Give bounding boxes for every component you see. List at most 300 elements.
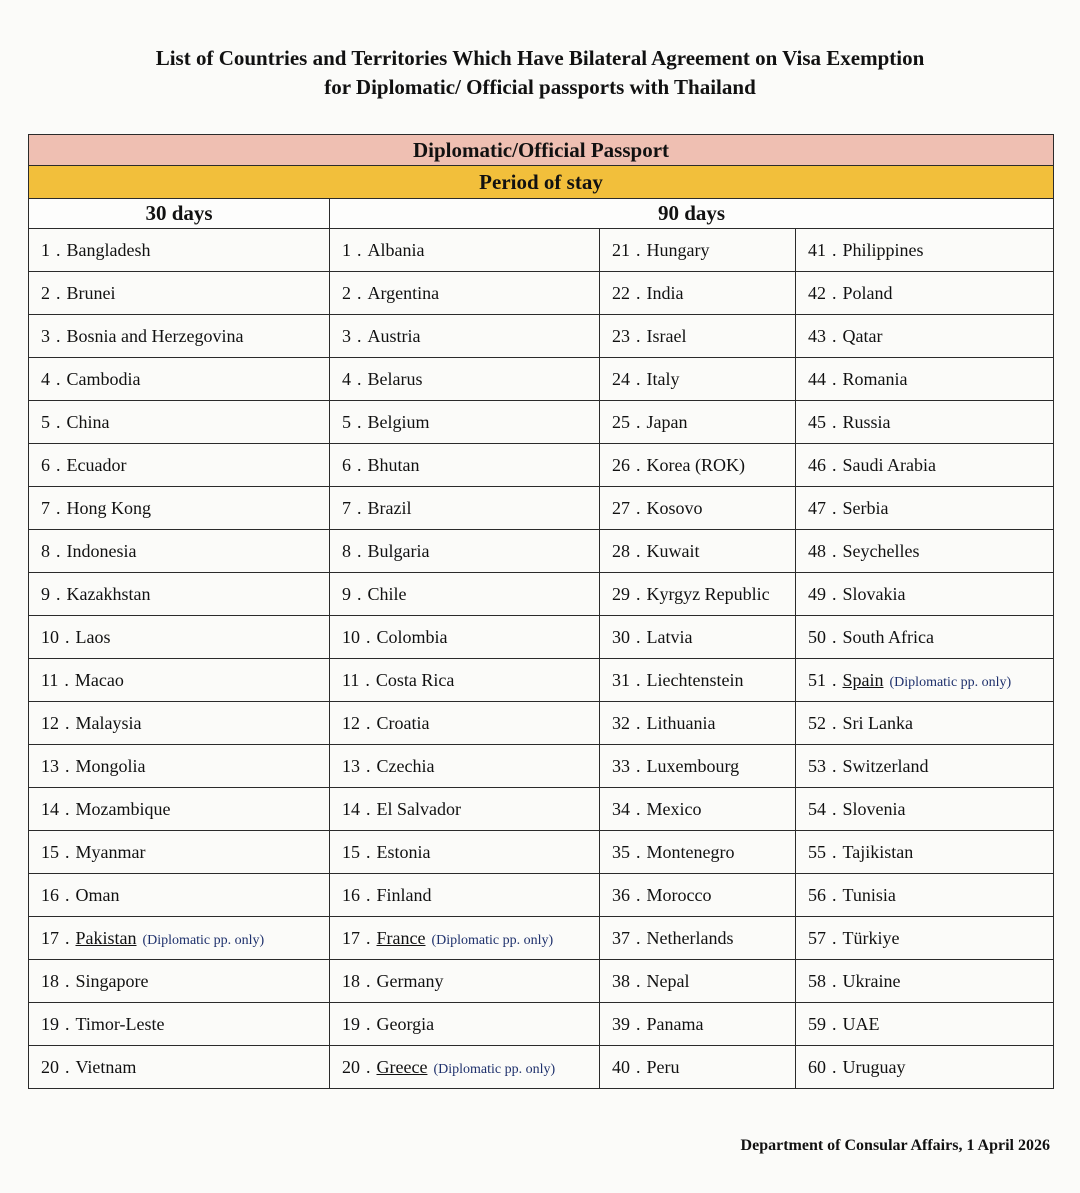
entry-number: 34: [612, 798, 630, 819]
number-separator: .: [832, 1056, 837, 1077]
country-name: Brazil: [367, 497, 412, 518]
country-name: Tunisia: [842, 884, 896, 905]
entry-number: 16: [41, 884, 59, 905]
country-name: Austria: [367, 325, 421, 346]
country-cell: [796, 1003, 1054, 1046]
number-separator: .: [357, 325, 362, 346]
number-separator: .: [65, 884, 70, 905]
country-cell: [600, 745, 796, 788]
number-separator: .: [636, 927, 641, 948]
country-name: Tajikistan: [842, 841, 914, 862]
visa-exemption-table: [28, 134, 1054, 1089]
number-separator: .: [636, 497, 641, 518]
entry-number: 15: [342, 841, 360, 862]
country-name: Macao: [74, 669, 124, 690]
entry-number: 2: [342, 282, 351, 303]
number-separator: .: [832, 1013, 837, 1034]
entry-number: 46: [808, 454, 826, 475]
country-cell: [29, 702, 330, 745]
country-name: Bulgaria: [367, 540, 430, 561]
country-cell: [600, 358, 796, 401]
country-cell: [796, 788, 1054, 831]
number-separator: .: [832, 712, 837, 733]
country-cell: [796, 315, 1054, 358]
country-cell: [330, 917, 600, 960]
number-separator: .: [636, 970, 641, 991]
country-name: Belarus: [367, 368, 423, 389]
country-name: Pakistan: [75, 927, 137, 948]
country-name: Romania: [842, 368, 908, 389]
entry-number: 59: [808, 1013, 826, 1034]
number-separator: .: [832, 884, 837, 905]
country-cell: [796, 917, 1054, 960]
country-name: Bangladesh: [66, 239, 151, 260]
number-separator: .: [636, 712, 641, 733]
table-row: [29, 831, 1054, 874]
number-separator: .: [357, 540, 362, 561]
entry-number: 35: [612, 841, 630, 862]
number-separator: .: [366, 712, 371, 733]
entry-number: 7: [342, 497, 351, 518]
entry-number: 9: [41, 583, 50, 604]
entry-number: 26: [612, 454, 630, 475]
country-cell: [600, 272, 796, 315]
country-cell: [600, 616, 796, 659]
entry-number: 28: [612, 540, 630, 561]
thirty-days-header: 30 days: [29, 199, 330, 229]
table-body: [29, 229, 1054, 1089]
country-name: Spain: [842, 669, 884, 690]
country-cell: [796, 659, 1054, 702]
number-separator: .: [636, 540, 641, 561]
entry-number: 55: [808, 841, 826, 862]
number-separator: .: [832, 239, 837, 260]
entry-number: 12: [342, 712, 360, 733]
country-cell: [330, 1046, 600, 1089]
country-cell: [796, 229, 1054, 272]
table-row: [29, 487, 1054, 530]
entry-number: 11: [342, 669, 360, 690]
entry-number: 14: [41, 798, 59, 819]
country-cell: [29, 917, 330, 960]
number-separator: .: [832, 755, 837, 776]
entry-number: 14: [342, 798, 360, 819]
entry-number: 48: [808, 540, 826, 561]
number-separator: .: [832, 841, 837, 862]
diplomatic-only-note: (Diplomatic pp. only): [889, 674, 1012, 690]
country-cell: [330, 788, 600, 831]
table-row: [29, 573, 1054, 616]
country-cell: [796, 960, 1054, 1003]
country-cell: [796, 616, 1054, 659]
entry-number: 51: [808, 669, 826, 690]
table-row: [29, 659, 1054, 702]
number-separator: .: [357, 282, 362, 303]
entry-number: 53: [808, 755, 826, 776]
table-row: [29, 530, 1054, 573]
country-name: Israel: [646, 325, 687, 346]
country-cell: [796, 573, 1054, 616]
country-cell: [330, 401, 600, 444]
country-name: Albania: [367, 239, 425, 260]
diplomatic-only-note: (Diplomatic pp. only): [431, 932, 554, 948]
country-cell: [600, 702, 796, 745]
country-name: Bhutan: [367, 454, 420, 475]
country-name: Georgia: [376, 1013, 435, 1034]
number-separator: .: [365, 669, 370, 690]
table-row: [29, 745, 1054, 788]
number-separator: .: [65, 970, 70, 991]
entry-number: 13: [41, 755, 59, 776]
country-name: Italy: [646, 368, 680, 389]
number-separator: .: [832, 798, 837, 819]
table-row: [29, 702, 1054, 745]
country-name: Morocco: [646, 884, 712, 905]
country-name: Sri Lanka: [842, 712, 913, 733]
country-cell: [330, 444, 600, 487]
number-separator: .: [832, 540, 837, 561]
country-name: Vietnam: [75, 1056, 137, 1077]
number-separator: .: [366, 927, 371, 948]
country-cell: [29, 831, 330, 874]
entry-number: 27: [612, 497, 630, 518]
country-cell: [796, 272, 1054, 315]
country-cell: [330, 530, 600, 573]
country-cell: [600, 315, 796, 358]
country-name: Türkiye: [842, 927, 900, 948]
country-name: Saudi Arabia: [842, 454, 936, 475]
number-separator: .: [357, 368, 362, 389]
country-name: Greece: [376, 1056, 428, 1077]
country-cell: [796, 487, 1054, 530]
country-cell: [29, 401, 330, 444]
entry-number: 39: [612, 1013, 630, 1034]
country-name: Latvia: [646, 626, 693, 647]
country-name: Nepal: [646, 970, 690, 991]
number-separator: .: [64, 669, 69, 690]
passport-type-header: Diplomatic/Official Passport: [29, 135, 1054, 166]
country-cell: [600, 917, 796, 960]
entry-number: 1: [342, 239, 351, 260]
country-name: Kosovo: [646, 497, 703, 518]
country-cell: [796, 444, 1054, 487]
country-cell: [600, 444, 796, 487]
number-separator: .: [65, 1056, 70, 1077]
country-cell: [600, 1046, 796, 1089]
entry-number: 52: [808, 712, 826, 733]
country-name: Seychelles: [842, 540, 920, 561]
country-name: El Salvador: [376, 798, 461, 819]
number-separator: .: [65, 798, 70, 819]
entry-number: 23: [612, 325, 630, 346]
number-separator: .: [636, 1013, 641, 1034]
entry-number: 58: [808, 970, 826, 991]
entry-number: 54: [808, 798, 826, 819]
table-row: [29, 229, 1054, 272]
country-cell: [330, 315, 600, 358]
country-cell: [330, 745, 600, 788]
entry-number: 19: [41, 1013, 59, 1034]
country-cell: [600, 1003, 796, 1046]
country-name: Uruguay: [842, 1056, 906, 1077]
country-name: Philippines: [842, 239, 924, 260]
country-name: Czechia: [376, 755, 435, 776]
country-cell: [796, 358, 1054, 401]
entry-number: 43: [808, 325, 826, 346]
number-separator: .: [357, 411, 362, 432]
title-line-1: List of Countries and Territories Which Have Bilateral Agreement on Visa Exemption: [155, 46, 925, 70]
country-name: Argentina: [367, 282, 440, 303]
entry-number: 49: [808, 583, 826, 604]
entry-number: 11: [41, 669, 59, 690]
entry-number: 45: [808, 411, 826, 432]
number-separator: .: [56, 239, 61, 260]
country-cell: [600, 573, 796, 616]
entry-number: 57: [808, 927, 826, 948]
number-separator: .: [56, 583, 61, 604]
number-separator: .: [832, 325, 837, 346]
country-name: Switzerland: [842, 755, 929, 776]
entry-number: 30: [612, 626, 630, 647]
country-name: Brunei: [66, 282, 116, 303]
number-separator: .: [636, 755, 641, 776]
country-name: Netherlands: [646, 927, 734, 948]
country-name: Colombia: [376, 626, 448, 647]
table-row: [29, 272, 1054, 315]
country-cell: [600, 229, 796, 272]
country-cell: [330, 1003, 600, 1046]
country-name: Laos: [75, 626, 111, 647]
entry-number: 22: [612, 282, 630, 303]
number-separator: .: [56, 540, 61, 561]
country-cell: [600, 831, 796, 874]
number-separator: .: [636, 798, 641, 819]
entry-number: 33: [612, 755, 630, 776]
number-separator: .: [56, 497, 61, 518]
country-name: Mongolia: [75, 755, 146, 776]
country-name: Ecuador: [66, 454, 127, 475]
table-row: [29, 874, 1054, 917]
country-cell: [600, 788, 796, 831]
number-separator: .: [357, 454, 362, 475]
country-name: Lithuania: [646, 712, 716, 733]
country-cell: [330, 874, 600, 917]
country-cell: [796, 831, 1054, 874]
entry-number: 29: [612, 583, 630, 604]
country-cell: [600, 530, 796, 573]
country-name: Hong Kong: [66, 497, 151, 518]
entry-number: 6: [41, 454, 50, 475]
entry-number: 18: [41, 970, 59, 991]
entry-number: 20: [41, 1056, 59, 1077]
country-name: Mozambique: [75, 798, 171, 819]
country-name: Timor-Leste: [75, 1013, 165, 1034]
number-separator: .: [366, 798, 371, 819]
country-cell: [796, 874, 1054, 917]
country-cell: [29, 745, 330, 788]
entry-number: 4: [342, 368, 351, 389]
country-name: Liechtenstein: [646, 669, 744, 690]
number-separator: .: [636, 411, 641, 432]
country-name: Ukraine: [842, 970, 901, 991]
country-cell: [330, 616, 600, 659]
country-cell: [330, 831, 600, 874]
number-separator: .: [636, 282, 641, 303]
entry-number: 6: [342, 454, 351, 475]
period-of-stay-header: Period of stay: [29, 166, 1054, 199]
number-separator: .: [832, 970, 837, 991]
number-separator: .: [65, 755, 70, 776]
table-row: [29, 1046, 1054, 1089]
country-name: Cambodia: [66, 368, 141, 389]
country-name: Oman: [75, 884, 120, 905]
country-name: South Africa: [842, 626, 934, 647]
country-cell: [29, 616, 330, 659]
number-separator: .: [65, 841, 70, 862]
footer-source: Department of Consular Affairs, 1 April 2026: [740, 1137, 1050, 1154]
country-cell: [29, 358, 330, 401]
country-name: China: [66, 411, 110, 432]
table-row: [29, 401, 1054, 444]
number-separator: .: [832, 583, 837, 604]
number-separator: .: [366, 884, 371, 905]
number-separator: .: [636, 454, 641, 475]
number-separator: .: [832, 497, 837, 518]
number-separator: .: [357, 239, 362, 260]
entry-number: 19: [342, 1013, 360, 1034]
entry-number: 25: [612, 411, 630, 432]
country-name: Kyrgyz Republic: [646, 583, 770, 604]
entry-number: 20: [342, 1056, 360, 1077]
country-name: Chile: [367, 583, 407, 604]
number-separator: .: [636, 239, 641, 260]
number-separator: .: [636, 669, 641, 690]
number-separator: .: [832, 454, 837, 475]
country-cell: [29, 874, 330, 917]
entry-number: 42: [808, 282, 826, 303]
number-separator: .: [65, 712, 70, 733]
country-cell: [330, 272, 600, 315]
number-separator: .: [636, 368, 641, 389]
country-cell: [330, 229, 600, 272]
entry-number: 31: [612, 669, 630, 690]
number-separator: .: [366, 755, 371, 776]
number-separator: .: [56, 325, 61, 346]
country-name: Slovenia: [842, 798, 906, 819]
number-separator: .: [56, 411, 61, 432]
country-cell: [29, 573, 330, 616]
country-cell: [796, 1046, 1054, 1089]
country-name: Russia: [842, 411, 891, 432]
country-cell: [29, 530, 330, 573]
entry-number: 8: [342, 540, 351, 561]
country-name: Peru: [646, 1056, 680, 1077]
country-name: Malaysia: [75, 712, 142, 733]
country-name: Croatia: [376, 712, 430, 733]
entry-number: 3: [41, 325, 50, 346]
country-name: Luxembourg: [646, 755, 740, 776]
entry-number: 10: [41, 626, 59, 647]
country-name: Finland: [376, 884, 432, 905]
country-name: Montenegro: [646, 841, 735, 862]
entry-number: 16: [342, 884, 360, 905]
table-row: [29, 358, 1054, 401]
entry-number: 8: [41, 540, 50, 561]
country-name: Slovakia: [842, 583, 906, 604]
number-separator: .: [832, 368, 837, 389]
entry-number: 38: [612, 970, 630, 991]
entry-number: 9: [342, 583, 351, 604]
number-separator: .: [832, 927, 837, 948]
entry-number: 17: [41, 927, 59, 948]
number-separator: .: [366, 970, 371, 991]
number-separator: .: [636, 884, 641, 905]
table-row: [29, 315, 1054, 358]
country-cell: [330, 659, 600, 702]
table-row: [29, 960, 1054, 1003]
document-title: [0, 44, 1080, 102]
country-cell: [796, 745, 1054, 788]
entry-number: 18: [342, 970, 360, 991]
number-separator: .: [366, 1056, 371, 1077]
number-separator: .: [56, 368, 61, 389]
number-separator: .: [56, 282, 61, 303]
country-name: Myanmar: [75, 841, 146, 862]
number-separator: .: [357, 583, 362, 604]
entry-number: 50: [808, 626, 826, 647]
entry-number: 15: [41, 841, 59, 862]
entry-number: 41: [808, 239, 826, 260]
country-cell: [600, 401, 796, 444]
entry-number: 4: [41, 368, 50, 389]
number-separator: .: [636, 325, 641, 346]
entry-number: 17: [342, 927, 360, 948]
country-name: Estonia: [376, 841, 431, 862]
entry-number: 5: [41, 411, 50, 432]
number-separator: .: [832, 626, 837, 647]
country-cell: [330, 702, 600, 745]
entry-number: 60: [808, 1056, 826, 1077]
country-name: Hungary: [646, 239, 710, 260]
country-cell: [330, 573, 600, 616]
country-cell: [29, 788, 330, 831]
country-name: Germany: [376, 970, 444, 991]
country-name: France: [376, 927, 426, 948]
entry-number: 1: [41, 239, 50, 260]
table-row: [29, 616, 1054, 659]
table-row: [29, 444, 1054, 487]
country-cell: [29, 444, 330, 487]
number-separator: .: [366, 626, 371, 647]
entry-number: 10: [342, 626, 360, 647]
entry-number: 5: [342, 411, 351, 432]
country-cell: [330, 960, 600, 1003]
country-name: Indonesia: [66, 540, 137, 561]
country-cell: [796, 401, 1054, 444]
country-name: Poland: [842, 282, 893, 303]
country-name: Panama: [646, 1013, 704, 1034]
entry-number: 32: [612, 712, 630, 733]
country-cell: [29, 960, 330, 1003]
entry-number: 36: [612, 884, 630, 905]
country-cell: [29, 1046, 330, 1089]
entry-number: 56: [808, 884, 826, 905]
country-cell: [796, 702, 1054, 745]
diplomatic-only-note: (Diplomatic pp. only): [433, 1061, 556, 1077]
entry-number: 3: [342, 325, 351, 346]
country-cell: [600, 874, 796, 917]
country-cell: [600, 960, 796, 1003]
